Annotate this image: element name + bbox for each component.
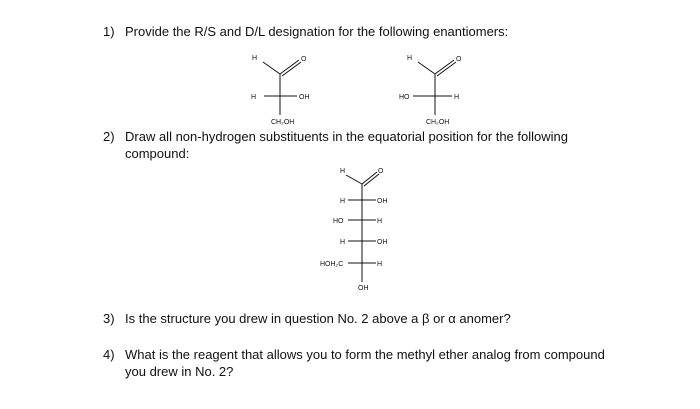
aldehyde-o-label: O [456, 56, 462, 63]
aldehyde-h-bond [263, 62, 280, 74]
question-4-text-line2: you drew in No. 2? [125, 364, 234, 379]
right-substituent-label: OH [299, 94, 310, 101]
fischer-projection-3 [320, 168, 388, 292]
aldehyde-co-double-bond [282, 62, 301, 76]
question-2-text-line1: Draw all non-hydrogen substituents in the equatorial position for the following [125, 129, 568, 144]
aldehyde-o-label: O [378, 168, 384, 175]
fischer-projection-1 [251, 55, 310, 126]
c3-left-label: HO [333, 218, 344, 225]
aldehyde-h-label: H [252, 55, 258, 62]
bottom-substituent-label: CH₂OH [426, 119, 450, 126]
bottom-substituent-label: CH₂OH [271, 119, 295, 126]
c2-left-label: H [340, 198, 346, 205]
aldehyde-o-label: O [301, 56, 307, 63]
c4-right-label: OH [377, 239, 388, 246]
left-substituent-label: HO [399, 94, 410, 101]
question-3-text: Is the structure you drew in question No. 2 above a β or α anomer? [125, 311, 511, 326]
aldehyde-h-label: H [340, 168, 346, 175]
aldehyde-co-bond [280, 60, 299, 74]
question-1-number: 1) [103, 24, 115, 39]
aldehyde-h-label: H [407, 55, 413, 62]
c5-right-label: H [377, 261, 383, 268]
fischer-projection-2 [399, 55, 462, 126]
c4-left-label: H [340, 239, 346, 246]
c3-right-label: H [377, 218, 383, 225]
question-2-text-line2: compound: [125, 146, 190, 161]
bottom-substituent-label: OH [358, 285, 369, 292]
question-4-number: 4) [103, 347, 115, 362]
aldehyde-co-bond [435, 60, 454, 74]
aldehyde-h-bond [418, 62, 435, 74]
question-3-number: 3) [103, 311, 115, 326]
aldehyde-co-double-bond [437, 62, 456, 76]
question-1-text: Provide the R/S and D/L designation for the following enantiomers: [125, 24, 509, 39]
left-substituent-label: H [251, 94, 257, 101]
question-2-number: 2) [103, 129, 115, 144]
question-4-text-line1: What is the reagent that allows you to form the methyl ether analog from compound [125, 347, 605, 362]
right-substituent-label: H [454, 94, 460, 101]
c2-right-label: OH [377, 198, 388, 205]
aldehyde-h-bond [346, 175, 362, 184]
c5-left-label: HOH₂C [320, 261, 344, 268]
